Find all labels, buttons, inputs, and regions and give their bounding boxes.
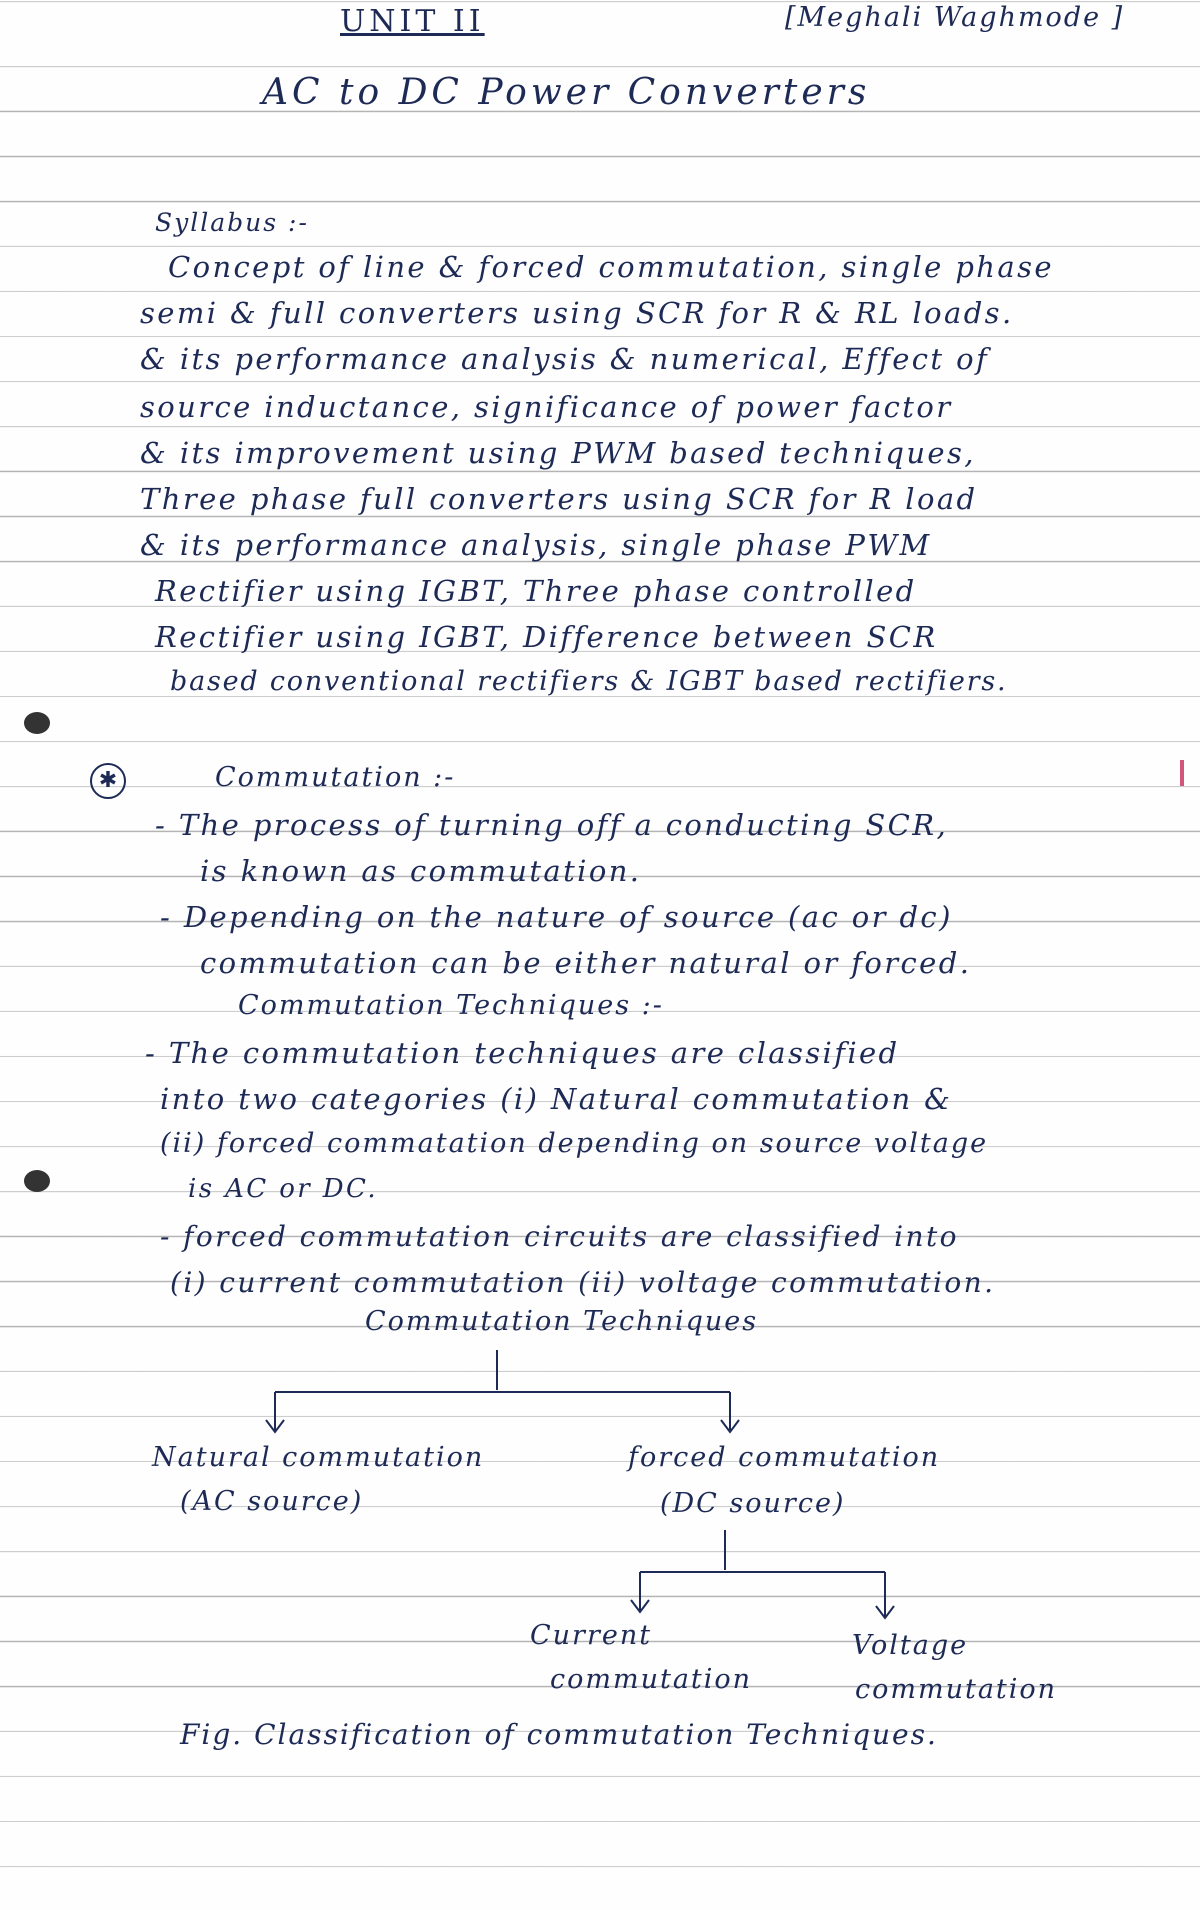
current-commutation-label: commutation [550,1664,753,1695]
techniques-line: - The commutation techniques are classified [145,1036,900,1070]
commutation-line: - The process of turning off a conducting SCR, [155,808,949,842]
syllabus-line: & its performance analysis & numerical, Effect of [140,342,990,376]
syllabus-line: Concept of line & forced commutation, single phase [168,250,1054,284]
natural-commutation-source: (AC source) [180,1486,364,1517]
syllabus-line: Rectifier using IGBT, Three phase controlled [155,574,917,608]
commutation-line: commutation can be either natural or forced. [200,946,972,980]
techniques-line: (i) current commutation (ii) voltage commutation. [170,1266,996,1299]
author-name: [Meghali Waghmode ] [785,2,1125,33]
commutation-line: - Depending on the nature of source (ac or dc) [160,900,953,934]
syllabus-line: & its improvement using PWM based techniques, [140,436,976,470]
techniques-line: (ii) forced commatation depending on source voltage [160,1128,989,1159]
current-commutation-node: Current [530,1620,653,1651]
unit-heading: UNIT II [340,4,485,39]
voltage-commutation-label: commutation [855,1674,1058,1705]
syllabus-heading: Syllabus :- [155,208,309,237]
syllabus-line: Three phase full converters using SCR for R load [140,482,978,516]
voltage-commutation-node: Voltage [852,1630,969,1661]
commutation-heading: Commutation :- [215,762,456,793]
syllabus-line: & its performance analysis, single phase PWM [140,528,932,562]
diagram-root-node: Commutation Techniques [365,1306,759,1337]
bullet-star-icon: ✱ [90,763,126,799]
forced-commutation-node: forced commutation [628,1442,941,1473]
techniques-line: into two categories (i) Natural commutation & [160,1082,953,1116]
forced-commutation-source: (DC source) [660,1488,846,1519]
natural-commutation-node: Natural commutation [152,1442,485,1473]
syllabus-line: semi & full converters using SCR for R & RL loads. [140,296,1014,330]
syllabus-line: Rectifier using IGBT, Difference between SCR [155,620,938,654]
syllabus-line: based conventional rectifiers & IGBT based rectifiers. [170,666,1008,697]
techniques-heading: Commutation Techniques :- [238,990,664,1021]
techniques-line: - forced commutation circuits are classified into [160,1220,959,1253]
commutation-line: is known as commutation. [200,854,642,888]
page-title: AC to DC Power Converters [262,72,871,113]
techniques-line: is AC or DC. [188,1174,379,1204]
syllabus-line: source inductance, significance of power factor [140,390,953,424]
figure-caption: Fig. Classification of commutation Techniques. [180,1718,938,1751]
